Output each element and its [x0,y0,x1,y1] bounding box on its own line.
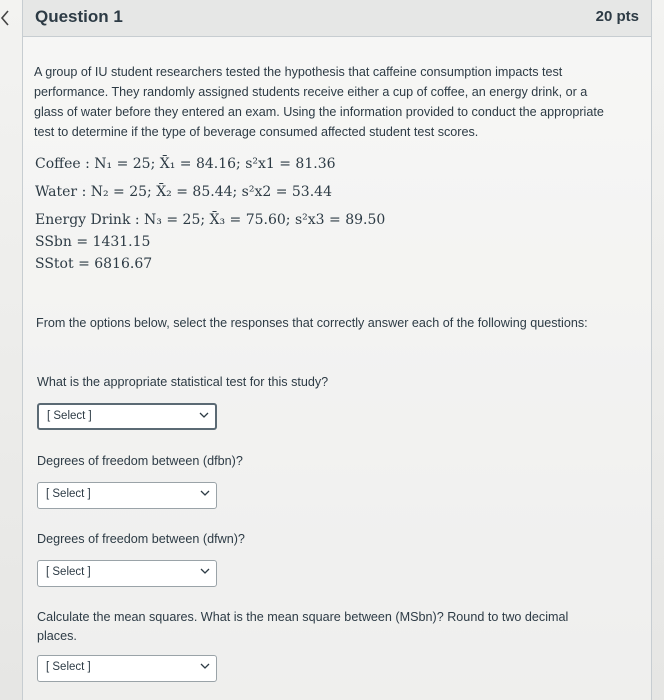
item-prompt-3: Degrees of freedom between (dfwn)? [37,532,245,546]
select-value: [ Select ] [46,661,91,673]
ms-between-select[interactable] [37,655,217,682]
item-prompt-4: Calculate the mean squares. What is the mean square between (MSbn)? Round to two decimal places. [37,610,569,643]
math-sstot: SStot = 6816.67 [35,256,153,272]
question-header [23,0,651,37]
question-points: 20 pts [595,8,639,25]
select-value: [ Select ] [47,410,92,422]
chevron-down-icon [200,488,210,500]
question-title: Question 1 [35,7,123,26]
math-energy: Energy Drink : N₃ = 25; X̄₃ = 75.60; s²x3 = 89.50 [35,212,386,228]
df-within-select[interactable] [37,560,217,587]
item-prompt-1: What is the appropriate statistical test for this study? [37,375,329,389]
instructions-text: From the options below, select the responses that correctly answer each of the following questions: [36,316,588,330]
select-value: [ Select ] [46,488,91,500]
chevron-left-icon[interactable] [0,9,14,27]
test-type-select[interactable] [37,403,217,430]
question-intro: A group of IU student researchers tested the hypothesis that caffeine consumption impacts test performance. They randomly assigned students receive either a cup of coffee, an energy drink, or a glass of water before they entered an exam. Using the information provided to conduct the appropriate test to determine if the type of beverage consumed affected student test scores. [34,65,604,139]
chevron-down-icon [200,566,210,578]
chevron-down-icon [199,410,209,422]
df-between-select[interactable] [37,482,217,509]
math-coffee: Coffee : N₁ = 25; X̄₁ = 84.16; s²x1 = 81.36 [35,156,336,172]
item-prompt-2: Degrees of freedom between (dfbn)? [37,454,243,468]
chevron-down-icon [200,661,210,673]
select-value: [ Select ] [46,566,91,578]
math-ssbn: SSbn = 1431.15 [35,234,151,250]
math-water: Water : N₂ = 25; X̄₂ = 85.44; s²x2 = 53.44 [35,184,332,200]
